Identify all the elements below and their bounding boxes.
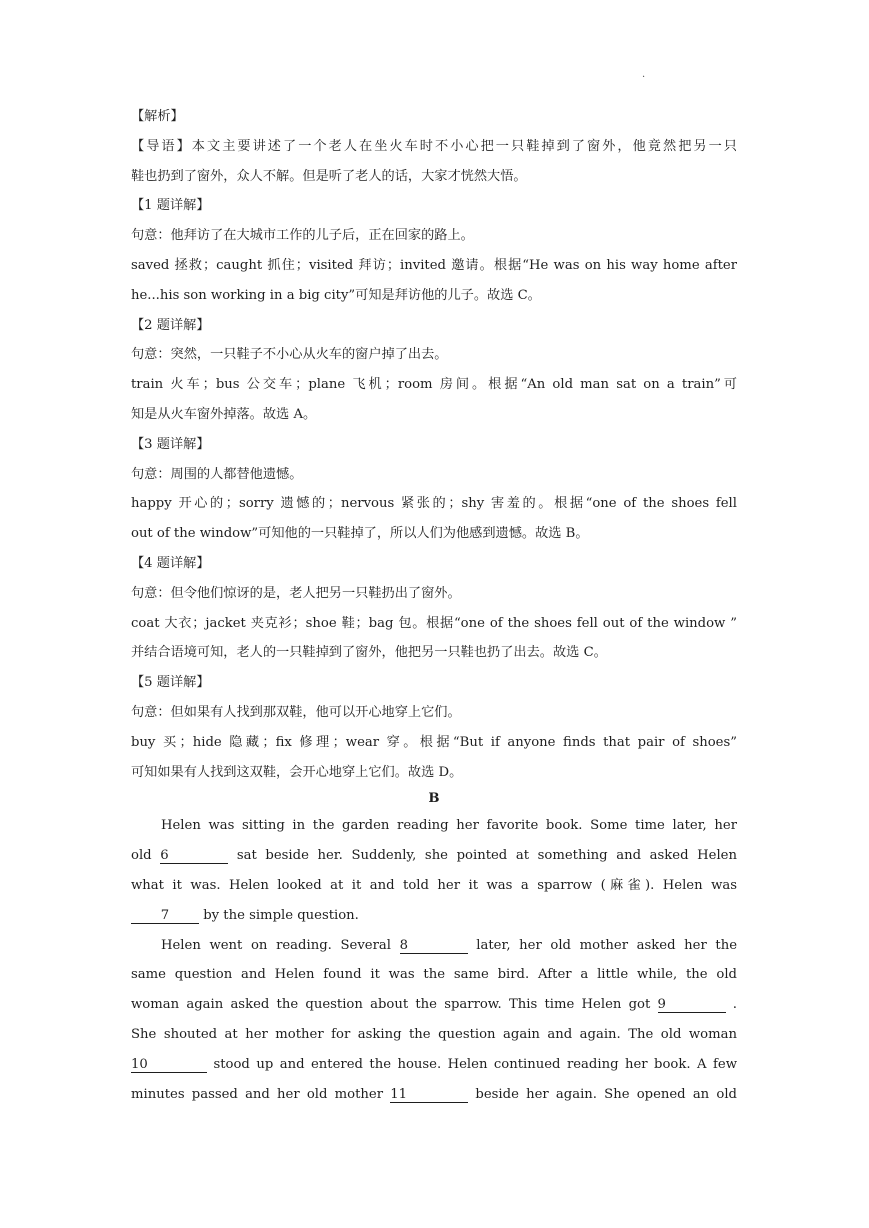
passage-p2-line-2: same question and Helen found it was the same bird. After a little while, the old bbox=[131, 967, 737, 983]
q1-heading: 【1 题详解】 bbox=[131, 198, 210, 214]
passage-p2-line-4: She shouted at her mother for asking the question again and again. The old woman bbox=[131, 1026, 737, 1042]
blank-6: 6 bbox=[160, 849, 228, 864]
text-segment: . bbox=[732, 997, 737, 1013]
passage-p2-line-5 bbox=[131, 1050, 737, 1080]
passage-p1-line-1: Helen was sitting in the garden reading her favorite book. Some time later, her bbox=[161, 818, 737, 834]
q2-explain-line-2: 知是从火车窗外掉落。故选 A。 bbox=[131, 406, 317, 422]
page-content bbox=[131, 102, 737, 1109]
passage-p1-line-4 bbox=[131, 901, 737, 931]
q1-sentence: 句意：他拜访了在大城市工作的儿子后，正在回家的路上。 bbox=[131, 228, 474, 244]
text-segment: beside her again. She opened an old bbox=[475, 1086, 737, 1102]
q5-explain-line-2: 可知如果有人找到这双鞋，会开心地穿上它们。故选 D。 bbox=[131, 764, 463, 780]
blank-10: 10 bbox=[131, 1058, 207, 1073]
q4-sentence: 句意：但令他们惊讶的是，老人把另一只鞋扔出了窗外。 bbox=[131, 585, 461, 601]
guide-line-2: 鞋也扔到了窗外，众人不解。但是听了老人的话，大家才恍然大悟。 bbox=[131, 168, 527, 184]
q3-sentence: 句意：周围的人都替他遗憾。 bbox=[131, 466, 303, 482]
passage-p2-line-3 bbox=[131, 990, 737, 1020]
guide-line-1: 【导语】本文主要讲述了一个老人在坐火车时不小心把一只鞋掉到了窗外，他竟然把另一只 bbox=[131, 138, 737, 154]
text-segment: sat beside her. Suddenly, she pointed at something and asked Helen bbox=[236, 848, 737, 864]
page-mark: · bbox=[642, 72, 646, 83]
q1-explain-line-2: he...his son working in a big city”可知是拜访他的儿子。故选 C。 bbox=[131, 287, 541, 303]
q3-heading: 【3 题详解】 bbox=[131, 436, 210, 452]
q1-explain-line-1: saved 拯救；caught 抓住；visited 拜访；invited 邀请。根据“He was on his way home after bbox=[131, 257, 737, 273]
q3-explain-line-1: happy 开心的；sorry 遗憾的；nervous 紧张的；shy 害羞的。根据“one of the shoes fell bbox=[131, 496, 737, 512]
q3-explain-line-2: out of the window”可知他的一只鞋掉了，所以人们为他感到遗憾。故选 B。 bbox=[131, 526, 589, 542]
passage-p2-line-6 bbox=[131, 1080, 737, 1110]
q2-heading: 【2 题详解】 bbox=[131, 317, 210, 333]
analysis-heading: 【解析】 bbox=[131, 109, 184, 124]
q5-explain-line-1: buy 买；hide 隐藏；fix 修理；wear 穿。根据“But if anyone finds that pair of shoes” bbox=[131, 734, 737, 750]
text-segment: Helen went on reading. Several bbox=[161, 937, 391, 953]
passage-p1-line-3: what it was. Helen looked at it and told her it was a sparrow (麻雀). Helen was bbox=[131, 877, 737, 893]
text-segment: minutes passed and her old mother bbox=[131, 1086, 384, 1102]
passage-p1-line-2 bbox=[131, 841, 737, 871]
q4-explain-line-2: 并结合语境可知，老人的一只鞋掉到了窗外，他把另一只鞋也扔了出去。故选 C。 bbox=[131, 645, 607, 661]
q5-sentence: 句意：但如果有人找到那双鞋，他可以开心地穿上它们。 bbox=[131, 704, 461, 720]
blank-11: 11 bbox=[390, 1088, 468, 1103]
text-segment: later, her old mother asked her the bbox=[476, 937, 737, 953]
blank-8: 8 bbox=[400, 939, 468, 954]
passage-p2-line-1 bbox=[131, 931, 737, 961]
blank-9: 9 bbox=[658, 998, 726, 1013]
text-segment: woman again asked the question about the sparrow. This time Helen got bbox=[131, 997, 651, 1013]
text-segment: stood up and entered the house. Helen continued reading her book. A few bbox=[213, 1056, 737, 1072]
q4-explain-line-1: coat 大衣；jacket 夹克衫；shoe 鞋；bag 包。根据“one of the shoes fell out of the window ” bbox=[131, 615, 737, 631]
text-segment: by the simple question. bbox=[203, 907, 359, 923]
q2-explain-line-1: train 火车；bus 公交车；plane 飞机；room 房间。根据“An old man sat on a train”可 bbox=[131, 377, 737, 393]
text-segment: old bbox=[131, 848, 152, 864]
q5-heading: 【5 题详解】 bbox=[131, 675, 210, 691]
blank-7: 7 bbox=[131, 909, 199, 924]
section-b-title: B bbox=[428, 791, 440, 807]
q4-heading: 【4 题详解】 bbox=[131, 555, 210, 571]
q2-sentence: 句意：突然，一只鞋子不小心从火车的窗户掉了出去。 bbox=[131, 347, 448, 363]
